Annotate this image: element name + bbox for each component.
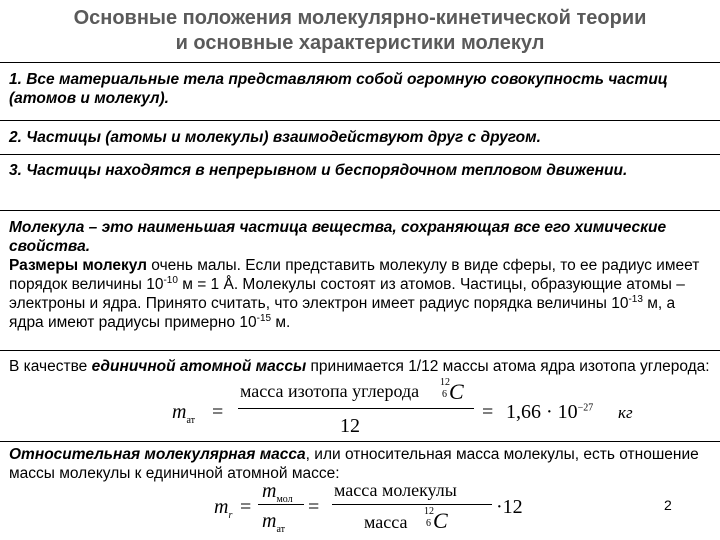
divider [0,120,720,121]
divider [0,441,720,442]
relative-mass-intro [9,445,711,483]
title-line-2: и основные характеристики молекул [175,32,545,54]
isotope-symbol: C [449,379,464,404]
isotope-mass-number: 12 [440,377,450,388]
size-text: м = 1 Å. Молекулы состоят из атомов. Частицы, образующие атомы – электроны и ядра. Принято считать, что электрон имеет радиус порядка величины 10 [9,276,685,312]
exponent: -10 [163,274,178,286]
equals-sign: = [308,496,320,518]
exponent: -15 [256,312,272,324]
formula-denominator: масса [364,512,408,532]
fraction-line [332,504,492,505]
size-text: м, а ядра имеют радиусы примерно 10 [9,295,676,331]
molecule-definition: Молекула – это наименьшая частица вещества, сохраняющая все его химические свойства. [9,219,667,255]
formula-numerator: масса молекулы [334,480,457,500]
formula-lhs [172,401,196,426]
slide-title [0,6,720,56]
title-line-1: Основные положения молекулярно-кинетической теории [73,7,647,29]
atomic-mass-intro [9,357,711,376]
equals-sign: = [240,496,252,518]
molecule-mass-symbol [262,480,293,505]
isotope-mass-number: 12 [424,506,434,517]
atomic-mass-term: единичной атомной массы [91,358,307,375]
unit-mass-symbol [262,510,286,535]
point-2: 2. Частицы (атомы и молекулы) взаимодействуют друг с другом. [9,129,541,146]
value-exponent: −27 [577,402,594,414]
equals-sign: = [212,401,224,423]
divider [0,154,720,155]
divider [0,210,720,211]
isotope-atomic-number: 6 [442,389,447,400]
symbol-m: m [172,401,187,423]
isotope-atomic-number: 6 [426,518,431,529]
divider [0,62,720,63]
relative-mass-term: Относительная молекулярная масса [9,446,306,463]
intro-text: В качестве [9,358,92,375]
subscript: ат [276,524,286,535]
symbol-m: m [214,496,229,518]
subscript: мол [276,494,293,505]
size-text: м. [271,314,291,331]
exponent: -13 [628,293,643,305]
equals-sign: = [482,401,494,423]
size-term: Размеры молекул [9,257,147,274]
symbol-m: m [262,480,277,502]
formula-denominator: 12 [340,415,360,437]
unit-kg: кг [618,403,633,422]
intro-text: , или относительная масса молекулы, есть отношение массы молекулы к единичной атомной массе: [9,446,699,482]
molecule-section [9,218,711,332]
formula-lhs [214,496,233,521]
subscript: r [228,510,233,521]
page-number: 2 [664,497,672,513]
intro-text: принимается 1/12 массы атома ядра изотопа углерода: [306,358,710,375]
isotope-symbol: C [433,508,448,533]
atomic-mass-value [506,402,593,422]
fraction-line [238,408,474,409]
size-text: очень малы. Если представить молекулу в виде сферы, то ее радиус имеет порядок величины 10 [9,257,700,293]
fraction-line [258,504,304,505]
times-twelve: ·12 [496,496,523,518]
point-3: 3. Частицы находятся в непрерывном и беспорядочном тепловом движении. [9,162,628,179]
divider [0,350,720,351]
formula-numerator: масса изотопа углерода [240,381,420,401]
molecule-size-paragraph [9,256,711,332]
symbol-m: m [262,510,277,532]
point-1: 1. Все материальные тела представляют собой огромную совокупность частиц (атомов и молекул). [9,71,668,107]
value-text: 1,66 · 10 [506,401,578,423]
subscript: ат [186,415,196,426]
